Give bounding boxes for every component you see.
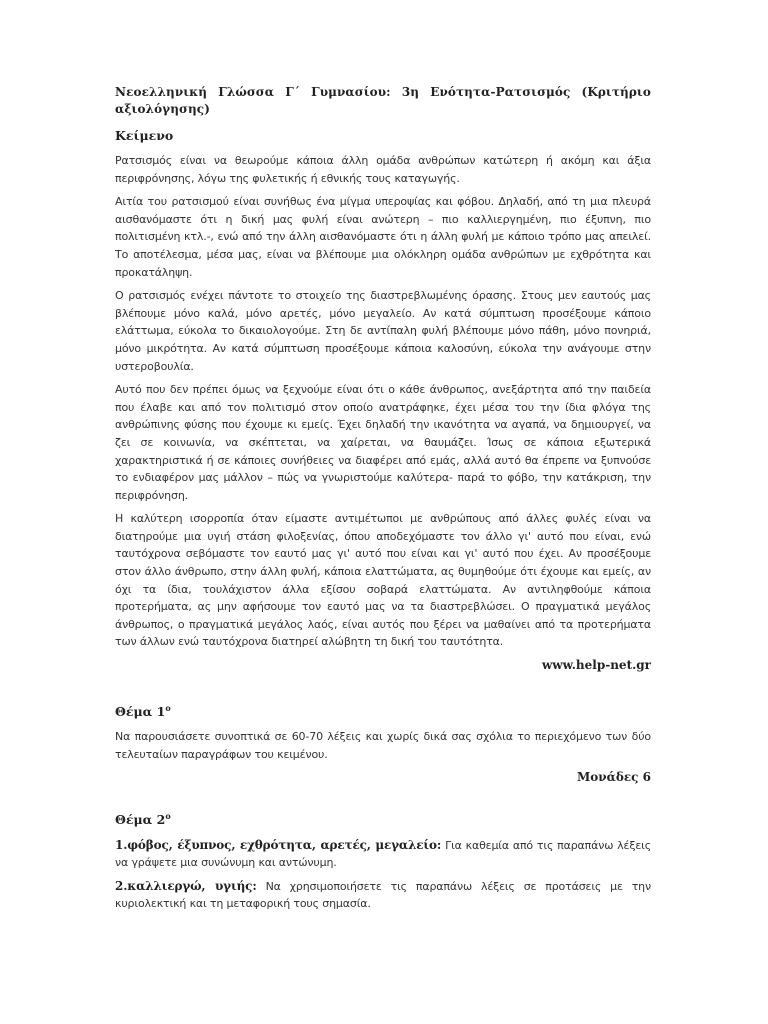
document-page [115, 84, 651, 919]
topic-1-text: Να παρουσιάσετε συνοπτικά σε 60-70 λέξεις και χωρίς δικά σας σχόλια το περιεχόμενο των δύο τελευταίων παραγράφων του κειμένου. [115, 730, 651, 761]
text-paragraph-3: Ο ρατσισμός ενέχει πάντοτε το στοιχείο της διαστρεβλωμένης όρασης. Στους μεν εαυτούς μας βλέπουμε μόνο καλά, μόνο αρετές, μόνο μεγαλείο. Αν κατά σύμπτωση προσέξουμε κάποιο ελάττωμα, εύκολα το δικαιολογούμε. Στη δε αντίπαλη φυλή βλέπουμε μόνο πάθη, μόνο πονηριά, μόνο μικρότητα. Αν κατά σύμπτωση προσέξουμε κάποια καλοσύνη, εύκολα την ανάγουμε στην υστεροβουλία. [115, 289, 651, 373]
title-word: Γλώσσα [218, 85, 275, 99]
text-heading: Κείμενο [115, 128, 174, 143]
document-title [115, 84, 651, 118]
text-paragraph-2: Αιτία του ρατσισμού είναι συνήθως ένα μίγμα υπεροψίας και φόβου. Δηλαδή, από τη μια πλευρά αισθανόμαστε ότι η δική μας φυλή είναι ανώτερη – πιο καλλιεργημένη, πιο έξυπνη, πιο πολιτισμένη κτλ.-, ενώ από την άλλη αισθανόμαστε ότι η άλλη φυλή με κάποιο τρόπο μας απειλεί. Το αποτέλεσμα, μέσα μας, είναι να βλέπουμε μια ολόκληρη ομάδα ανθρώπων με εχθρότητα και προκατάληψη. [115, 195, 651, 279]
text-paragraph-4: Αυτό που δεν πρέπει όμως να ξεχνούμε είναι ότι ο κάθε άνθρωπος, ανεξάρτητα από την παιδεία που έλαβε και από τον πολιτισμό στον οποίο ανατράφηκε, έχει μέσα του την ίδια φλόγα της ανθρώπινης φύσης που έχουμε κι εμείς. Έχει δηλαδή την ικανότητα να αγαπά, να δημιουργεί, να ζει σε κοινωνία, να σκέπτεται, να χαίρεται, να θαυμάζει. Ίσως σε κάποια εξωτερικά χαρακτηριστικά ή σε κάποιες συνήθειες να διαφέρει από εμάς, αλλά αυτό θα έπρεπε να ξυπνούσε το ενδιαφέρον μας μάλλον – πώς να γνωριστούμε καλύτερα- παρά το φόβο, την κατάκριση, την περιφρόνηση. [115, 383, 651, 502]
title-word: (Κριτήριο [581, 85, 651, 99]
topic-2-question-1-text: Για καθεμία από τις παραπάνω λέξεις να γράψετε μια συνώνυμη και αντώνυμη. [115, 838, 651, 870]
topic-2-question-1-label: 1.φόβος, έξυπνος, εχθρότητα, αρετές, μεγαλείο: [115, 837, 442, 852]
topic-2-question-1 [115, 837, 651, 872]
topic-1-units: Μονάδες 6 [577, 770, 651, 785]
title-word: Ενότητα-Ρατσισμός [430, 85, 571, 99]
topic-1-heading [115, 700, 651, 720]
title-line-2: αξιολόγησης) [115, 102, 210, 116]
section-spacer [115, 786, 651, 808]
title-word: 3η [401, 85, 420, 99]
source-link: www.help-net.gr [541, 658, 651, 673]
topic-2-heading [115, 808, 651, 828]
topic-2-question-2-text: Να χρησιμοποιήσετε τις παραπάνω λέξεις σε προτάσεις με την κυριολεκτική και τη μεταφορική τους σημασία. [115, 879, 651, 911]
topic-2-question-2 [115, 878, 651, 913]
topic-1-heading-sup: ο [165, 703, 171, 714]
title-word: Γυμνασίου: [311, 85, 391, 99]
title-word: Γ΄ [285, 85, 300, 99]
section-spacer [115, 674, 651, 700]
text-paragraph-1: Ρατσισμός είναι να θεωρούμε κάποια άλλη ομάδα ανθρώπων κατώτερη ή ακόμη και άξια περιφρόνησης, λόγω της φυλετικής ή εθνικής τους καταγωγής. [115, 154, 651, 185]
title-word: Νεοελληνική [115, 85, 208, 99]
topic-2-question-2-label: 2.καλλιεργώ, υγιής: [115, 878, 257, 893]
topic-2-heading-text: Θέμα 2 [115, 812, 166, 828]
title-line-1 [115, 84, 651, 101]
topic-1-heading-text: Θέμα 1 [115, 704, 166, 720]
text-paragraph-5: Η καλύτερη ισορροπία όταν είμαστε αντιμέτωποι με ανθρώπους από άλλες φυλές είναι να διατηρούμε μια υγιή στάση φιλοξενίας, όπου αποδεχόμαστε τον άλλο γι' αυτό που είναι, ενώ ταυτόχρονα σεβόμαστε τον εαυτό μας γι' αυτό που είναι και γι' αυτό που έχει. Αν προσέξουμε στον άλλο άνθρωπο, στην άλλη φυλή, κάποια ελαττώματα, ας θυμηθούμε ότι έχουμε και εμείς, αν όχι τα ίδια, τουλάχιστον άλλα εξίσου σοβαρά ελαττώματα. Αν αντιληφθούμε κάποια προτερήματα, ας μην αφήσουμε τον εαυτό μας να τα διαστρεβλώσει. Ο πραγματικά μεγάλος άνθρωπος, ο πραγματικά μεγάλος λαός, είναι αυτός που ξέρει να μαθαίνει από τα προτερήματα των άλλων ενώ ταυτόχρονα διατηρεί αλώβητη τη δική του ταυτότητα. [115, 512, 651, 649]
topic-2-heading-sup: ο [165, 811, 171, 822]
